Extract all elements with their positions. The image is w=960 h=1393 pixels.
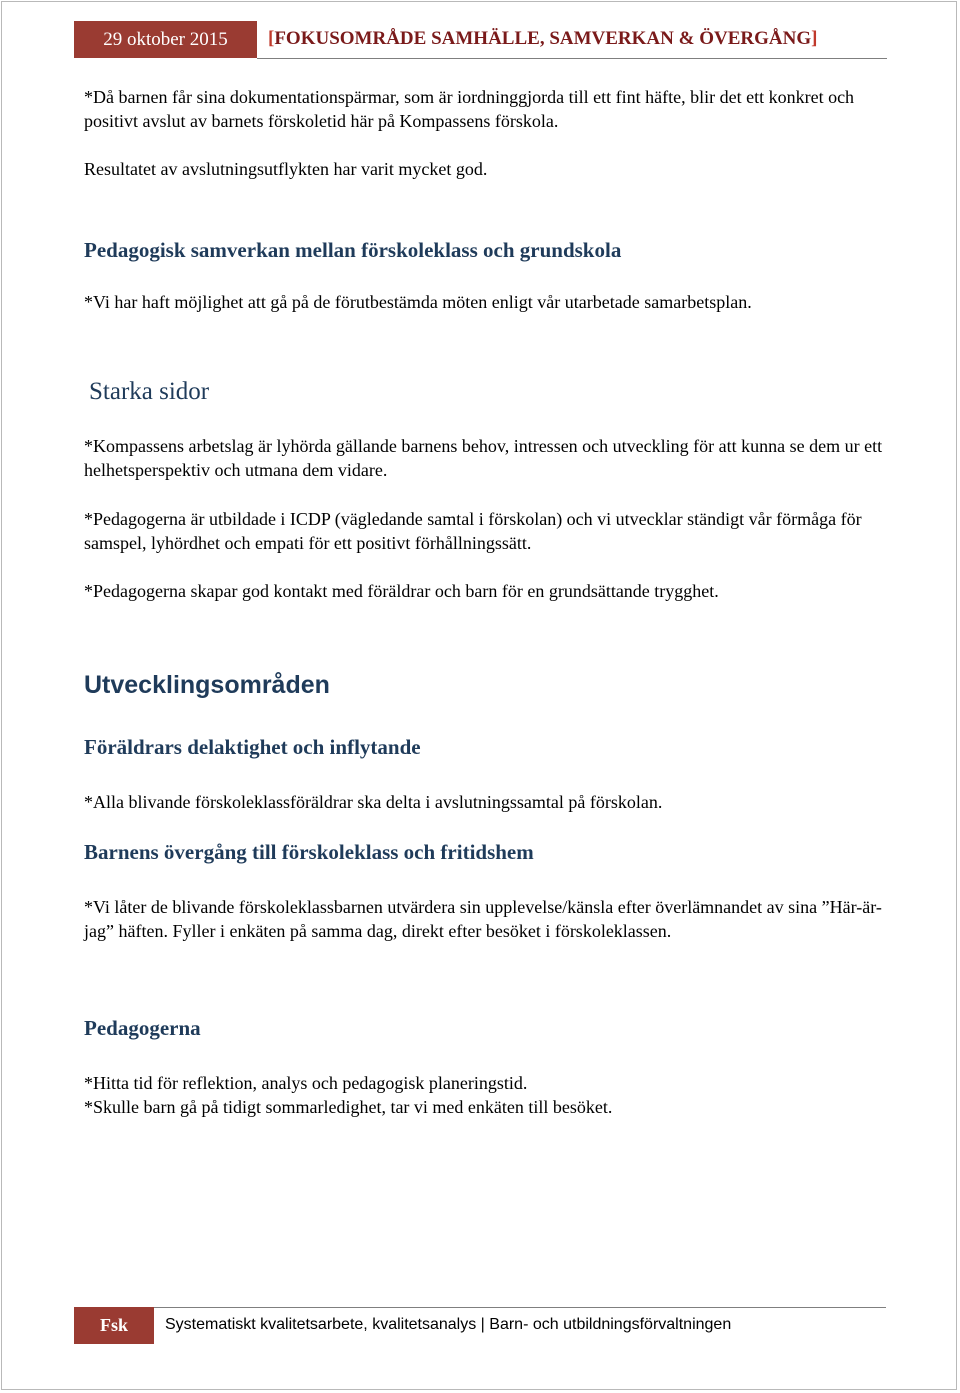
header-date: 29 oktober 2015 <box>103 28 228 50</box>
header-title <box>268 28 817 50</box>
header-rule <box>257 58 887 59</box>
samverkan-paragraph: *Vi har haft möjlighet att gå på de förutbestämda möten enligt vår utarbetade samarbetsplan. <box>84 292 752 312</box>
pedagogerna-paragraph-2: *Skulle barn gå på tidigt sommarledighet, tar vi med enkäten till besöket. <box>84 1097 613 1117</box>
intro-paragraph-1: *Då barnen får sina dokumentationspärmar, som är iordninggjorda till ett fint häfte, blir det ett konkret och positivt avslut av barnets förskoletid här på Kompassens förskola. <box>84 87 855 131</box>
utveckling-heading: Utvecklingsområden <box>84 671 330 699</box>
pedagogerna-heading: Pedagogerna <box>84 1016 201 1040</box>
samverkan-heading: Pedagogisk samverkan mellan förskoleklass och grundskola <box>84 238 622 262</box>
footer-abbr-box <box>74 1307 154 1344</box>
footer-rule <box>154 1307 886 1308</box>
footer-text: Systematiskt kvalitetsarbete, kvalitetsanalys | Barn- och utbildningsförvaltningen <box>165 1316 732 1333</box>
header-bracket-close: ] <box>811 28 818 49</box>
foraldrar-heading: Föräldrars delaktighet och inflytande <box>84 735 421 759</box>
header-title-text: FOKUSOMRÅDE SAMHÄLLE, SAMVERKAN & ÖVERGÅNG <box>274 28 812 49</box>
intro-paragraph-2: Resultatet av avslutningsutflykten har varit mycket god. <box>84 159 488 179</box>
starka-paragraph-2: *Pedagogerna är utbildade i ICDP (vägledande samtal i förskolan) och vi utvecklar ständigt vår förmåga för samspel, lyhördhet och empati för ett positivt förhållningssätt. <box>84 509 862 553</box>
starka-paragraph-3: *Pedagogerna skapar god kontakt med föräldrar och barn för en grundsättande trygghet. <box>84 581 719 601</box>
footer-abbr: Fsk <box>99 1315 128 1335</box>
header-date-box <box>74 21 257 58</box>
overgang-heading: Barnens övergång till förskoleklass och fritidshem <box>84 840 534 864</box>
starka-heading: Starka sidor <box>89 378 210 405</box>
overgang-paragraph: *Vi låter de blivande förskoleklassbarnen utvärdera sin upplevelse/känsla efter överlämnandet av sina ”Här-är-jag” häften. Fyller i enkäten på samma dag, direkt efter besöket i förskoleklassen. <box>84 897 882 941</box>
pedagogerna-paragraph-1: *Hitta tid för reflektion, analys och pedagogisk planeringstid. <box>84 1073 528 1093</box>
starka-paragraph-1: *Kompassens arbetslag är lyhörda gällande barnens behov, intressen och utveckling för att kunna se dem ur ett helhetsperspektiv och utmana dem vidare. <box>84 436 883 480</box>
header-bracket-open: [ <box>268 28 275 49</box>
foraldrar-paragraph: *Alla blivande förskoleklassföräldrar ska delta i avslutningssamtal på förskolan. <box>84 792 663 812</box>
